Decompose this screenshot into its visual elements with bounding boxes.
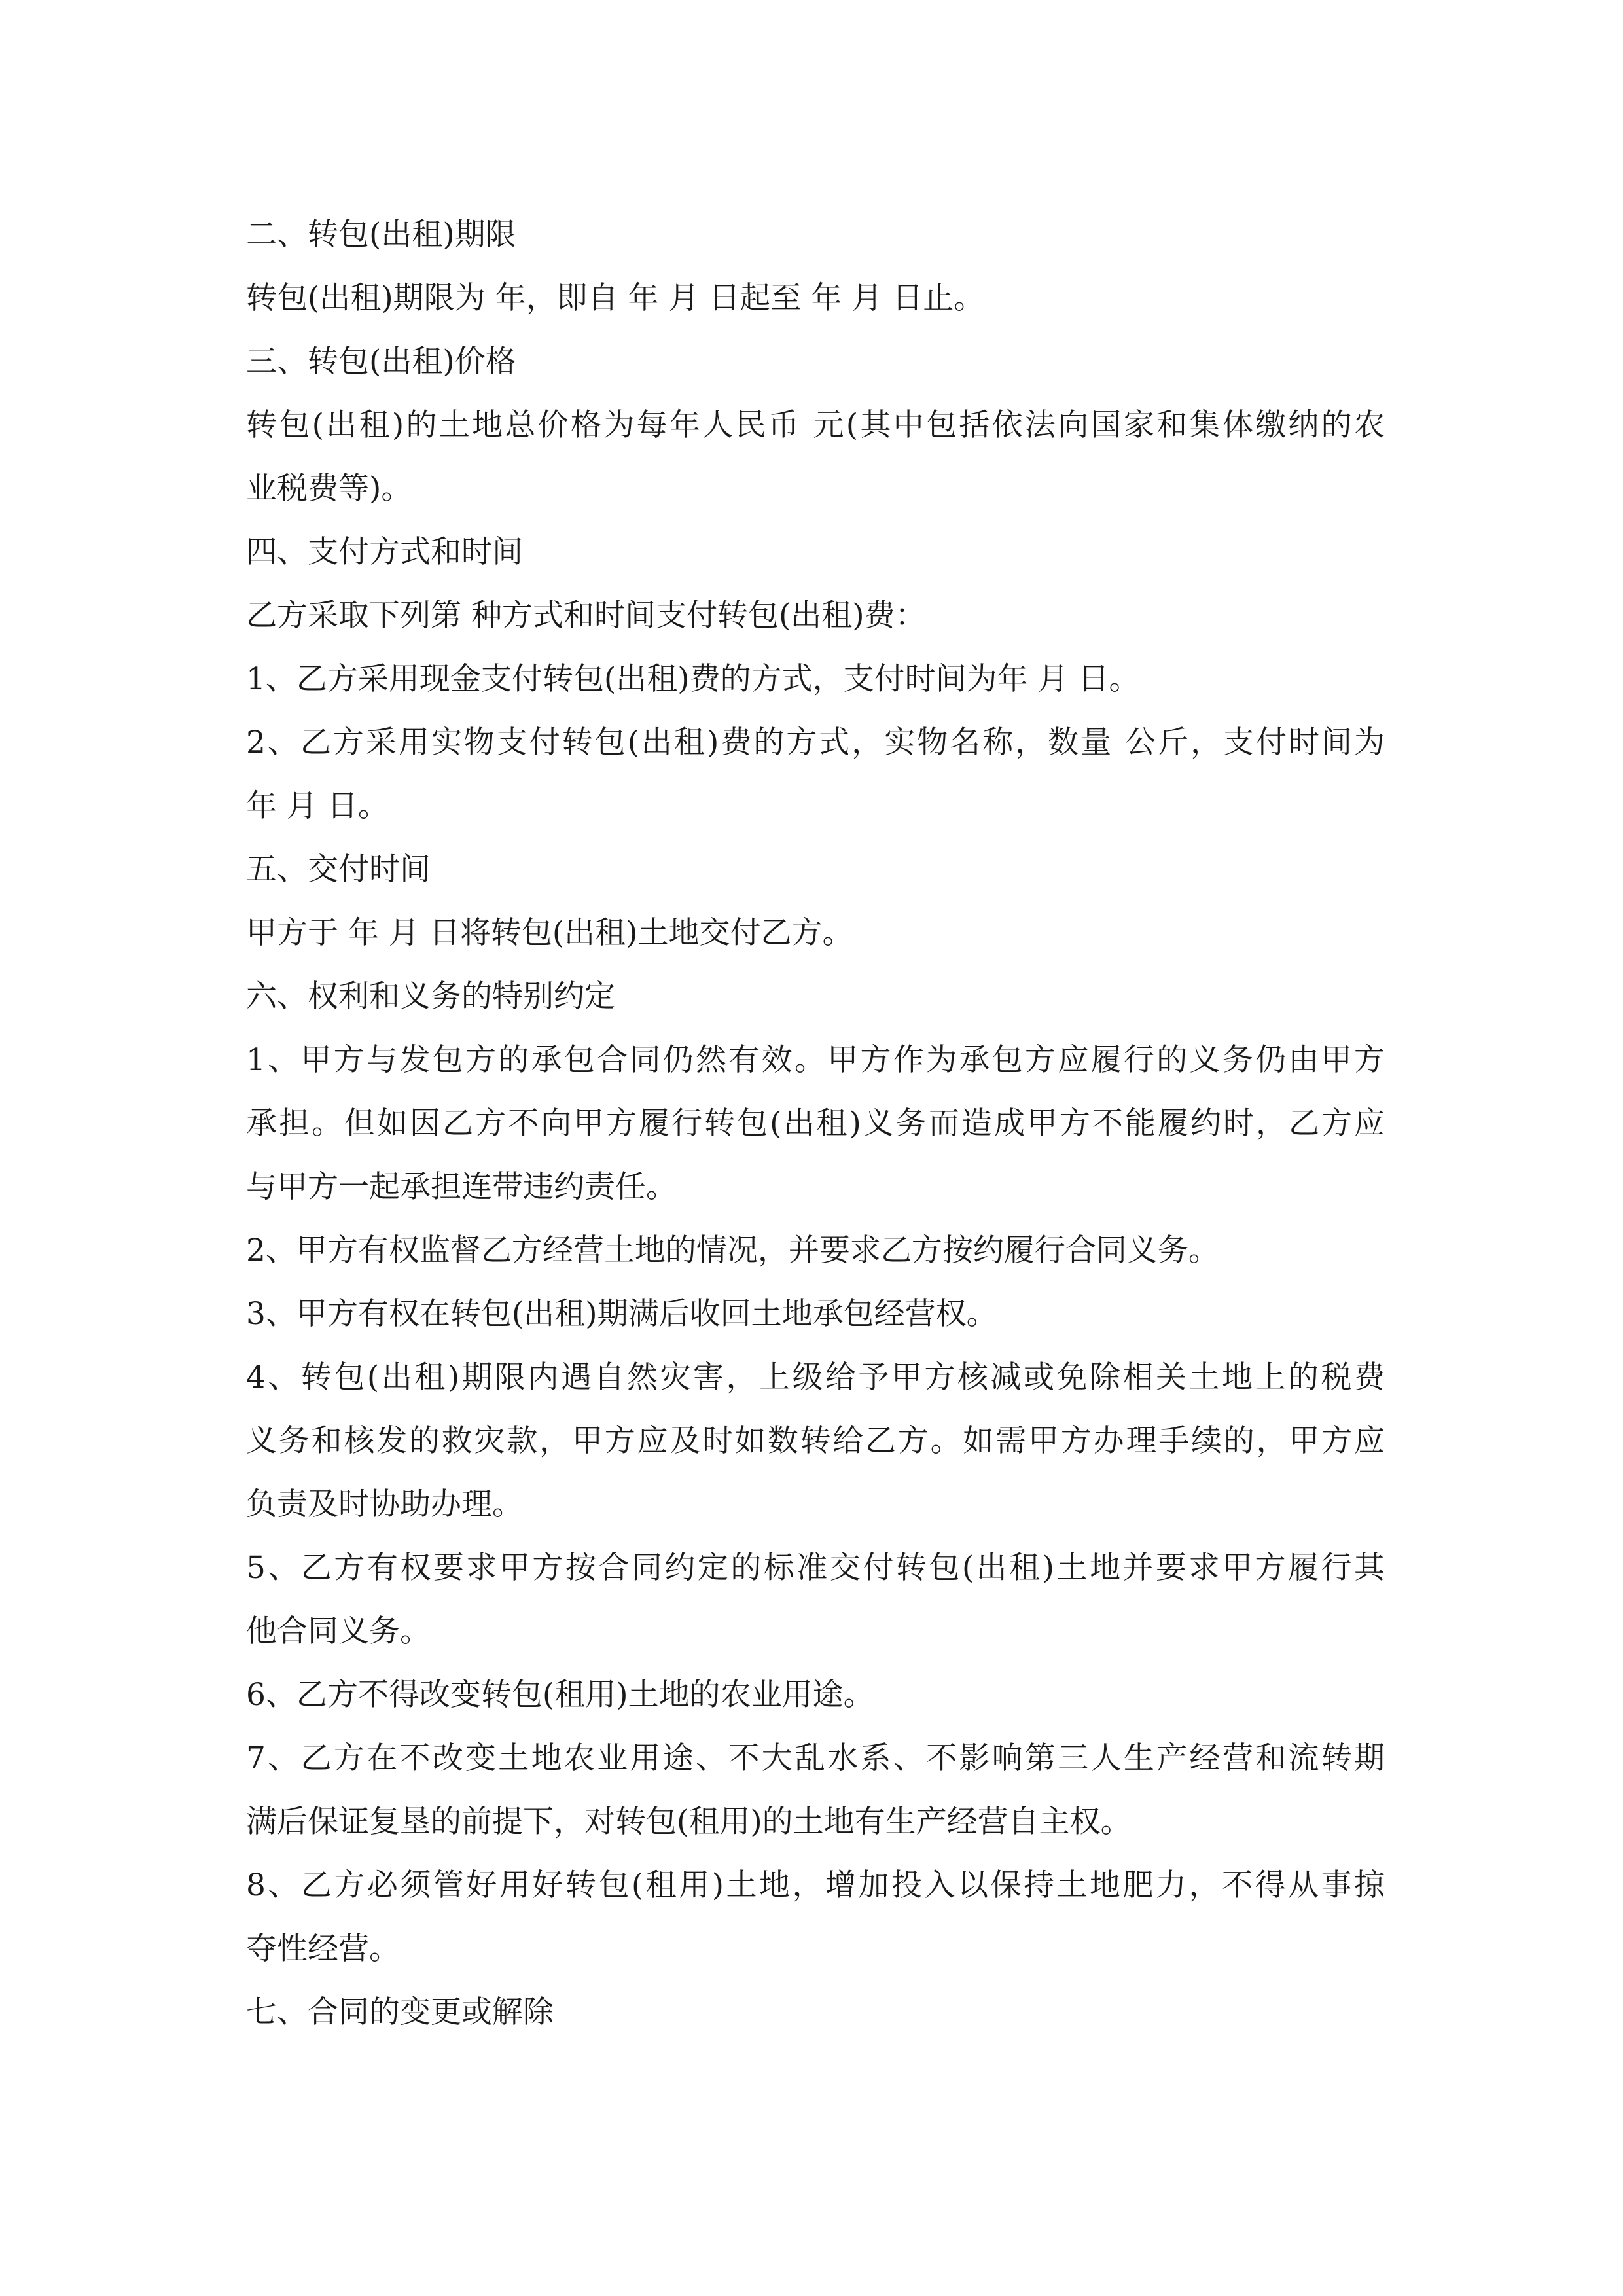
text-line: 1、甲方与发包方的承包合同仍然有效。甲方作为承包方应履行的义务仍由甲方 (246, 1042, 1385, 1078)
text-line: 与甲方一起承担连带违约责任。 (246, 1169, 677, 1205)
text-line: 1、乙方采用现金支付转包(出租)费的方式，支付时间为年 月 日。 (246, 661, 1140, 697)
text-line: 负责及时协助办理。 (246, 1486, 523, 1522)
text-line: 三、转包(出租)价格 (246, 344, 516, 380)
text-line: 承担。但如因乙方不向甲方履行转包(出租)义务而造成甲方不能履约时，乙方应 (246, 1105, 1385, 1141)
text-line: 乙方采取下列第 种方式和时间支付转包(出租)费： (246, 598, 926, 634)
text-line: 年 月 日。 (246, 788, 389, 824)
text-line: 二、转包(出租)期限 (246, 217, 516, 253)
text-line: 6、乙方不得改变转包(租用)土地的农业用途。 (246, 1677, 874, 1713)
text-line: 2、甲方有权监督乙方经营土地的情况，并要求乙方按约履行合同义务。 (246, 1232, 1219, 1268)
text-line: 4、转包(出租)期限内遇自然灾害，上级给予甲方核减或免除相关土地上的税费 (246, 1359, 1385, 1395)
text-line: 他合同义务。 (246, 1613, 431, 1649)
text-line: 8、乙方必须管好用好转包(租用)土地，增加投入以保持土地肥力，不得从事掠 (246, 1867, 1385, 1903)
text-line: 转包(出租)的土地总价格为每年人民币 元(其中包括依法向国家和集体缴纳的农 (246, 407, 1385, 443)
text-line: 满后保证复垦的前提下，对转包(租用)的土地有生产经营自主权。 (246, 1804, 1132, 1840)
text-line: 7、乙方在不改变土地农业用途、不大乱水系、不影响第三人生产经营和流转期 (246, 1740, 1385, 1776)
text-line: 六、权利和义务的特别约定 (246, 978, 615, 1014)
text-line: 业税费等)。 (246, 471, 412, 507)
text-line: 5、乙方有权要求甲方按合同约定的标准交付转包(出租)土地并要求甲方履行其 (246, 1550, 1385, 1586)
text-line: 3、甲方有权在转包(出租)期满后收回土地承包经营权。 (246, 1296, 997, 1332)
text-line: 七、合同的变更或解除 (246, 1994, 554, 2030)
text-line: 义务和核发的救灾款，甲方应及时如数转给乙方。如需甲方办理手续的，甲方应 (246, 1423, 1385, 1459)
text-line: 转包(出租)期限为 年，即自 年 月 日起至 年 月 日止。 (246, 280, 985, 316)
text-line: 四、支付方式和时间 (246, 534, 523, 570)
text-line: 夺性经营。 (246, 1931, 400, 1967)
text-line: 甲方于 年 月 日将转包(出租)土地交付乙方。 (246, 915, 853, 951)
text-line: 2、乙方采用实物支付转包(出租)费的方式，实物名称，数量 公斤，支付时间为 (246, 725, 1385, 761)
text-line: 五、交付时间 (246, 852, 431, 888)
document-body (246, 203, 1385, 2044)
